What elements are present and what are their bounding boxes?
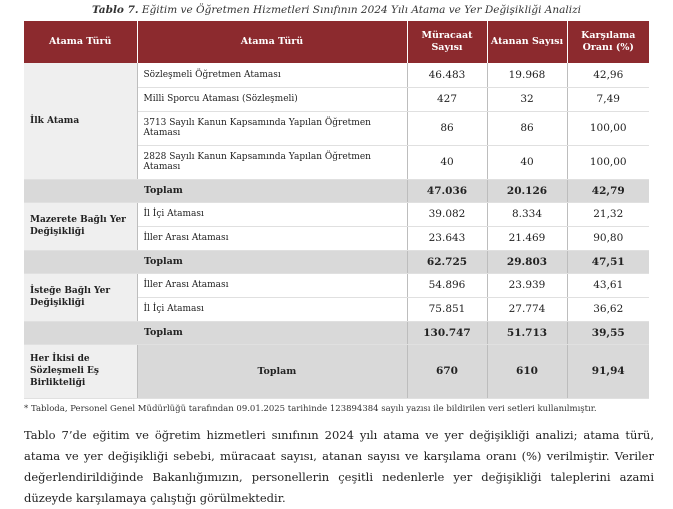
total-label: Toplam bbox=[24, 250, 407, 273]
group-label: Mazerete Bağlı Yer Değişikliği bbox=[24, 202, 137, 250]
row-name: İl İçi Ataması bbox=[137, 202, 407, 226]
header-rate: Karşılama Oranı (%) bbox=[567, 21, 649, 63]
total-applications: 62.725 bbox=[407, 250, 487, 273]
row-assigned: 86 bbox=[487, 111, 567, 145]
row-rate: 100,00 bbox=[567, 145, 649, 179]
row-rate: 36,62 bbox=[567, 297, 649, 321]
total-row bbox=[24, 250, 649, 273]
row-assigned: 8.334 bbox=[487, 202, 567, 226]
row-assigned: 27.774 bbox=[487, 297, 567, 321]
row-assigned: 40 bbox=[487, 145, 567, 179]
row-applications: 86 bbox=[407, 111, 487, 145]
header-row bbox=[24, 21, 649, 63]
caption-text: Eğitim ve Öğretmen Hizmetleri Sınıfının 2024 Yılı Atama ve Yer Değişikliği Analizi bbox=[141, 4, 581, 16]
total-label: Toplam bbox=[24, 179, 407, 202]
row-rate: 100,00 bbox=[567, 111, 649, 145]
row-rate: 43,61 bbox=[567, 273, 649, 297]
row-assigned: 19.968 bbox=[487, 63, 567, 87]
total-rate: 91,94 bbox=[567, 344, 649, 398]
row-rate: 21,32 bbox=[567, 202, 649, 226]
group-label: İsteğe Bağlı Yer Değişikliği bbox=[24, 273, 137, 321]
total-applications: 47.036 bbox=[407, 179, 487, 202]
table-row bbox=[24, 202, 649, 226]
row-assigned: 21.469 bbox=[487, 226, 567, 250]
total-assigned: 29.803 bbox=[487, 250, 567, 273]
row-name: İl İçi Ataması bbox=[137, 297, 407, 321]
row-name: Milli Sporcu Ataması (Sözleşmeli) bbox=[137, 87, 407, 111]
total-rate: 39,55 bbox=[567, 321, 649, 344]
row-rate: 42,96 bbox=[567, 63, 649, 87]
table-row bbox=[24, 273, 649, 297]
header-assignment-type: Atama Türü bbox=[137, 21, 407, 63]
row-assigned: 23.939 bbox=[487, 273, 567, 297]
row-name: Sözleşmeli Öğretmen Ataması bbox=[137, 63, 407, 87]
body-paragraph: Tablo 7’de eğitim ve öğretim hizmetleri sınıfının 2024 yılı atama ve yer değişikliği analizi; atama türü, atama ve yer değişikliği sebebi, müracaat sayısı, atanan sayısı ve karşılama oranı (%) verilmiştir. Veriler değerlendirildiğinde Bakanlığımızın, personellerin çeşitli nedenlerle yer değişikliği taleplerini azami düzeyde karşılamaya çalıştığı görülmektedir. bbox=[24, 428, 654, 505]
total-assigned: 51.713 bbox=[487, 321, 567, 344]
row-name: İller Arası Ataması bbox=[137, 226, 407, 250]
total-rate: 42,79 bbox=[567, 179, 649, 202]
total-rate: 47,51 bbox=[567, 250, 649, 273]
row-rate: 90,80 bbox=[567, 226, 649, 250]
table-row bbox=[24, 63, 649, 87]
row-applications: 23.643 bbox=[407, 226, 487, 250]
group-label: İlk Atama bbox=[24, 63, 137, 179]
header-applications: Müracaat Sayısı bbox=[407, 21, 487, 63]
header-assigned: Atanan Sayısı bbox=[487, 21, 567, 63]
group-label: Her İkisi de Sözleşmeli Eş Birlikteliği bbox=[24, 344, 137, 398]
row-name: 3713 Sayılı Kanun Kapsamında Yapılan Öğretmen Ataması bbox=[137, 111, 407, 145]
row-applications: 40 bbox=[407, 145, 487, 179]
footnote: * Tabloda, Personel Genel Müdürlüğü tarafından 09.01.2025 tarihinde 123894384 sayılı yazısı ile bildirilen veri setleri kullanılmıştır. bbox=[24, 404, 597, 414]
row-applications: 54.896 bbox=[407, 273, 487, 297]
header-group-type: Atama Türü bbox=[24, 21, 137, 63]
row-applications: 75.851 bbox=[407, 297, 487, 321]
row-assigned: 32 bbox=[487, 87, 567, 111]
row-applications: 427 bbox=[407, 87, 487, 111]
assignment-table bbox=[24, 21, 649, 399]
row-name: 2828 Sayılı Kanun Kapsamında Yapılan Öğretmen Ataması bbox=[137, 145, 407, 179]
total-row bbox=[24, 344, 649, 398]
total-assigned: 610 bbox=[487, 344, 567, 398]
caption-label: Tablo 7. bbox=[91, 4, 139, 16]
row-applications: 39.082 bbox=[407, 202, 487, 226]
total-row bbox=[24, 179, 649, 202]
total-row bbox=[24, 321, 649, 344]
total-applications: 130.747 bbox=[407, 321, 487, 344]
total-label: Toplam bbox=[24, 321, 407, 344]
total-label: Toplam bbox=[137, 344, 407, 398]
table-caption bbox=[0, 4, 673, 16]
total-applications: 670 bbox=[407, 344, 487, 398]
row-rate: 7,49 bbox=[567, 87, 649, 111]
total-assigned: 20.126 bbox=[487, 179, 567, 202]
row-name: İller Arası Ataması bbox=[137, 273, 407, 297]
row-applications: 46.483 bbox=[407, 63, 487, 87]
